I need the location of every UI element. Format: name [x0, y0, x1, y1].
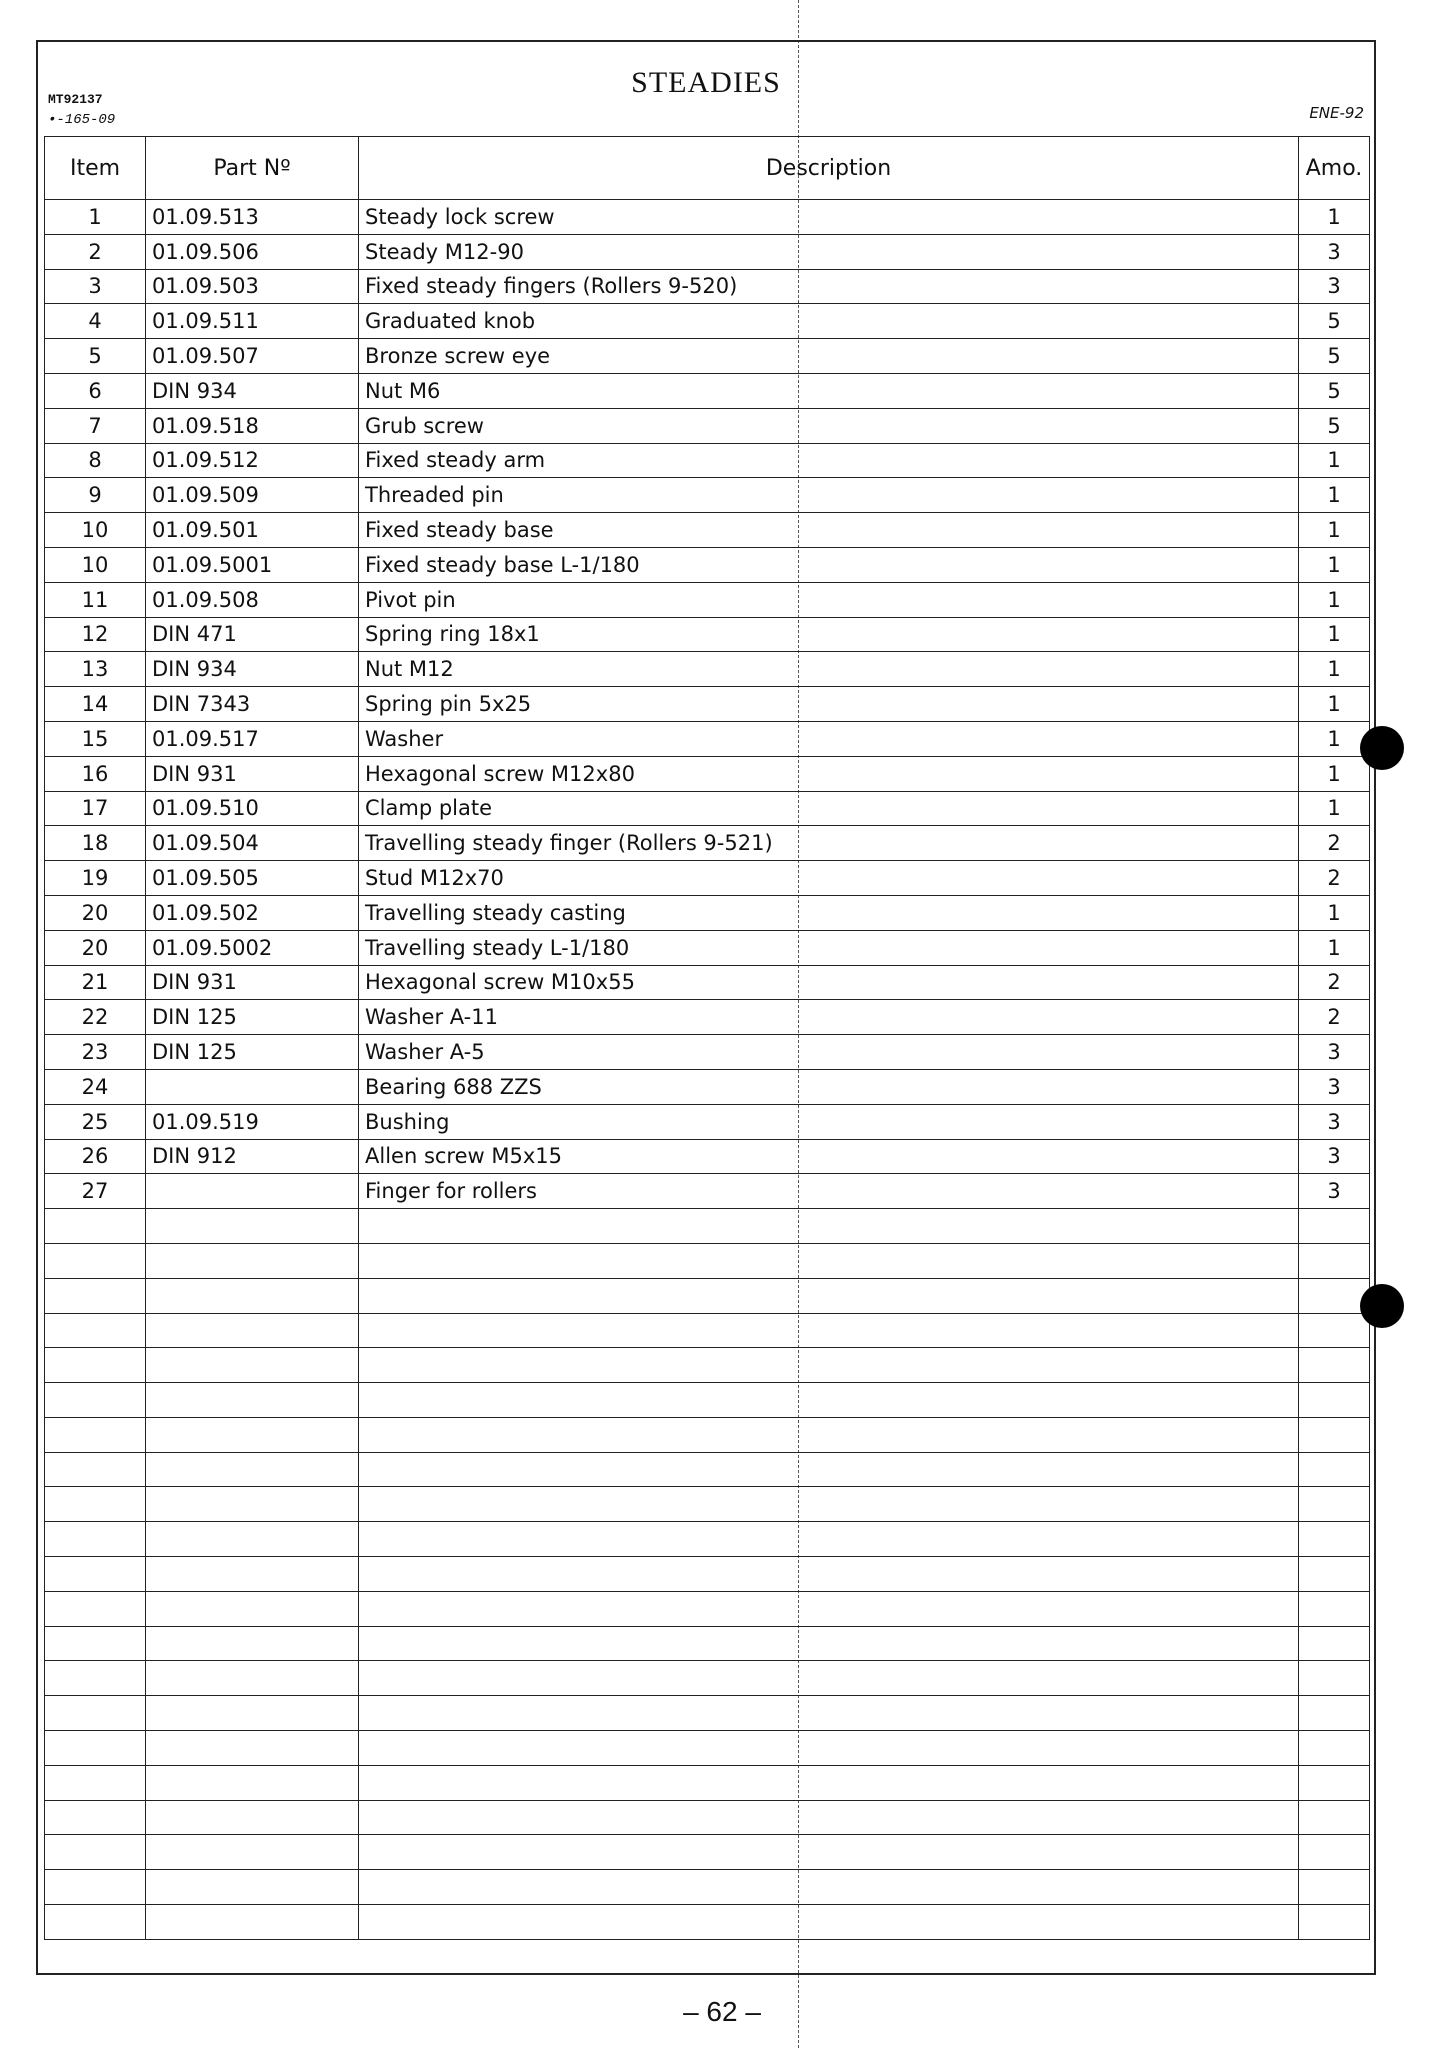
blank-row: [45, 1626, 1370, 1661]
blank-cell-part: [146, 1243, 359, 1278]
cell-part: 01.09.517: [146, 721, 359, 756]
blank-cell-item: [45, 1383, 146, 1418]
cell-amount: 1: [1299, 582, 1370, 617]
cell-part: DIN 125: [146, 1000, 359, 1035]
cell-item: 14: [45, 687, 146, 722]
cell-description: Steady M12-90: [359, 234, 1299, 269]
blank-cell-part: [146, 1313, 359, 1348]
blank-cell-description: [359, 1209, 1299, 1244]
blank-cell-amount: [1299, 1417, 1370, 1452]
blank-row: [45, 1800, 1370, 1835]
cell-item: 5: [45, 339, 146, 374]
cell-part: 01.09.510: [146, 791, 359, 826]
cell-part: 01.09.505: [146, 861, 359, 896]
blank-cell-amount: [1299, 1487, 1370, 1522]
blank-row: [45, 1591, 1370, 1626]
cell-part: 01.09.501: [146, 513, 359, 548]
cell-amount: 3: [1299, 1104, 1370, 1139]
blank-row: [45, 1731, 1370, 1766]
parts-table: [44, 136, 1370, 1940]
blank-cell-description: [359, 1313, 1299, 1348]
cell-description: Travelling steady casting: [359, 895, 1299, 930]
cell-item: 10: [45, 547, 146, 582]
table-row: [45, 652, 1370, 687]
cell-description: Bronze screw eye: [359, 339, 1299, 374]
blank-cell-item: [45, 1731, 146, 1766]
blank-cell-part: [146, 1557, 359, 1592]
cell-part: 01.09.511: [146, 304, 359, 339]
blank-cell-description: [359, 1487, 1299, 1522]
blank-cell-amount: [1299, 1696, 1370, 1731]
cell-item: 1: [45, 200, 146, 235]
column-header-description: Description: [359, 137, 1299, 200]
cell-item: 6: [45, 373, 146, 408]
blank-cell-part: [146, 1591, 359, 1626]
column-header-part: Part Nº: [146, 137, 359, 200]
blank-cell-part: [146, 1209, 359, 1244]
cell-description: Finger for rollers: [359, 1174, 1299, 1209]
cell-item: 21: [45, 965, 146, 1000]
page-number: – 62 –: [683, 1996, 761, 2027]
date-reference: ENE-92: [1309, 104, 1364, 122]
blank-cell-amount: [1299, 1452, 1370, 1487]
blank-row: [45, 1243, 1370, 1278]
cell-amount: 1: [1299, 547, 1370, 582]
cell-item: 8: [45, 443, 146, 478]
cell-description: Grub screw: [359, 408, 1299, 443]
blank-cell-part: [146, 1765, 359, 1800]
punch-hole-lower: [1360, 1284, 1404, 1328]
blank-cell-amount: [1299, 1313, 1370, 1348]
blank-cell-description: [359, 1696, 1299, 1731]
column-header-amount: Amo.: [1299, 137, 1370, 200]
cell-amount: 1: [1299, 652, 1370, 687]
cell-description: Spring pin 5x25: [359, 687, 1299, 722]
cell-amount: 1: [1299, 617, 1370, 652]
cell-description: Fixed steady base L-1/180: [359, 547, 1299, 582]
blank-cell-item: [45, 1487, 146, 1522]
blank-cell-part: [146, 1661, 359, 1696]
blank-cell-description: [359, 1661, 1299, 1696]
blank-row: [45, 1209, 1370, 1244]
blank-cell-part: [146, 1417, 359, 1452]
blank-cell-description: [359, 1870, 1299, 1905]
cell-part: 01.09.512: [146, 443, 359, 478]
table-row: [45, 721, 1370, 756]
blank-cell-item: [45, 1591, 146, 1626]
cell-description: Washer A-11: [359, 1000, 1299, 1035]
cell-description: Travelling steady L-1/180: [359, 930, 1299, 965]
table-header-row: [45, 137, 1370, 200]
table-row: [45, 1035, 1370, 1070]
cell-amount: 1: [1299, 687, 1370, 722]
blank-row: [45, 1696, 1370, 1731]
blank-row: [45, 1557, 1370, 1592]
cell-part: [146, 1069, 359, 1104]
cell-description: Steady lock screw: [359, 200, 1299, 235]
table-row: [45, 895, 1370, 930]
cell-description: Nut M12: [359, 652, 1299, 687]
table-row: [45, 1104, 1370, 1139]
cell-amount: 3: [1299, 1035, 1370, 1070]
blank-cell-part: [146, 1835, 359, 1870]
cell-description: Nut M6: [359, 373, 1299, 408]
cell-description: Graduated knob: [359, 304, 1299, 339]
cell-part: DIN 934: [146, 652, 359, 687]
cell-description: Travelling steady finger (Rollers 9-521): [359, 826, 1299, 861]
cell-amount: 5: [1299, 339, 1370, 374]
blank-cell-description: [359, 1417, 1299, 1452]
blank-cell-amount: [1299, 1800, 1370, 1835]
blank-cell-item: [45, 1870, 146, 1905]
blank-cell-item: [45, 1452, 146, 1487]
blank-cell-description: [359, 1905, 1299, 1940]
cell-description: Fixed steady fingers (Rollers 9-520): [359, 269, 1299, 304]
table-row: [45, 930, 1370, 965]
blank-cell-item: [45, 1800, 146, 1835]
blank-cell-part: [146, 1905, 359, 1940]
table-row: [45, 478, 1370, 513]
cell-description: Fixed steady arm: [359, 443, 1299, 478]
cell-amount: 1: [1299, 513, 1370, 548]
blank-cell-description: [359, 1765, 1299, 1800]
cell-amount: 1: [1299, 443, 1370, 478]
blank-cell-amount: [1299, 1626, 1370, 1661]
cell-part: DIN 931: [146, 756, 359, 791]
blank-cell-amount: [1299, 1661, 1370, 1696]
blank-cell-description: [359, 1243, 1299, 1278]
document-code: MT92137: [48, 92, 103, 107]
cell-item: 19: [45, 861, 146, 896]
cell-part: 01.09.502: [146, 895, 359, 930]
cell-item: 9: [45, 478, 146, 513]
table-row: [45, 1139, 1370, 1174]
table-row: [45, 234, 1370, 269]
blank-cell-item: [45, 1557, 146, 1592]
cell-part: 01.09.506: [146, 234, 359, 269]
blank-cell-item: [45, 1243, 146, 1278]
cell-description: Washer: [359, 721, 1299, 756]
cell-part: 01.09.509: [146, 478, 359, 513]
cell-part: DIN 7343: [146, 687, 359, 722]
cell-description: Hexagonal screw M12x80: [359, 756, 1299, 791]
blank-cell-description: [359, 1522, 1299, 1557]
blank-cell-part: [146, 1487, 359, 1522]
table-row: [45, 408, 1370, 443]
cell-amount: 3: [1299, 234, 1370, 269]
cell-item: 4: [45, 304, 146, 339]
table-row: [45, 304, 1370, 339]
cell-item: 16: [45, 756, 146, 791]
blank-cell-amount: [1299, 1870, 1370, 1905]
table-row: [45, 513, 1370, 548]
blank-cell-item: [45, 1348, 146, 1383]
cell-description: Hexagonal screw M10x55: [359, 965, 1299, 1000]
cell-item: 24: [45, 1069, 146, 1104]
cell-amount: 1: [1299, 895, 1370, 930]
blank-cell-part: [146, 1870, 359, 1905]
punch-hole-upper: [1360, 726, 1404, 770]
table-row: [45, 582, 1370, 617]
blank-cell-item: [45, 1626, 146, 1661]
table-row: [45, 687, 1370, 722]
blank-cell-description: [359, 1626, 1299, 1661]
cell-amount: 5: [1299, 373, 1370, 408]
cell-amount: 1: [1299, 478, 1370, 513]
cell-part: 01.09.503: [146, 269, 359, 304]
blank-cell-part: [146, 1626, 359, 1661]
cell-part: DIN 931: [146, 965, 359, 1000]
blank-cell-amount: [1299, 1765, 1370, 1800]
blank-cell-description: [359, 1278, 1299, 1313]
parts-sheet: [36, 40, 1376, 1975]
table-row: [45, 1174, 1370, 1209]
blank-cell-item: [45, 1522, 146, 1557]
blank-cell-description: [359, 1383, 1299, 1418]
cell-part: 01.09.518: [146, 408, 359, 443]
cell-item: 10: [45, 513, 146, 548]
cell-part: 01.09.504: [146, 826, 359, 861]
cell-item: 2: [45, 234, 146, 269]
cell-amount: 2: [1299, 1000, 1370, 1035]
blank-cell-amount: [1299, 1522, 1370, 1557]
cell-item: 12: [45, 617, 146, 652]
column-header-item: Item: [45, 137, 146, 200]
table-row: [45, 861, 1370, 896]
blank-row: [45, 1313, 1370, 1348]
cell-amount: 2: [1299, 861, 1370, 896]
cell-item: 7: [45, 408, 146, 443]
cell-item: 23: [45, 1035, 146, 1070]
cell-part: DIN 934: [146, 373, 359, 408]
cell-part: 01.09.519: [146, 1104, 359, 1139]
table-row: [45, 965, 1370, 1000]
cell-description: Washer A-5: [359, 1035, 1299, 1070]
cell-description: Allen screw M5x15: [359, 1139, 1299, 1174]
blank-row: [45, 1661, 1370, 1696]
cell-description: Clamp plate: [359, 791, 1299, 826]
table-body: [45, 200, 1370, 1940]
cell-item: 17: [45, 791, 146, 826]
blank-cell-description: [359, 1591, 1299, 1626]
blank-cell-item: [45, 1835, 146, 1870]
cell-amount: 3: [1299, 1069, 1370, 1104]
cell-item: 22: [45, 1000, 146, 1035]
blank-row: [45, 1905, 1370, 1940]
table-row: [45, 1000, 1370, 1035]
cell-description: Stud M12x70: [359, 861, 1299, 896]
table-row: [45, 443, 1370, 478]
blank-cell-description: [359, 1348, 1299, 1383]
cell-item: 11: [45, 582, 146, 617]
blank-row: [45, 1348, 1370, 1383]
blank-row: [45, 1870, 1370, 1905]
cell-amount: 3: [1299, 269, 1370, 304]
blank-cell-amount: [1299, 1348, 1370, 1383]
blank-cell-amount: [1299, 1591, 1370, 1626]
table-row: [45, 791, 1370, 826]
blank-row: [45, 1522, 1370, 1557]
table-row: [45, 547, 1370, 582]
cell-part: DIN 912: [146, 1139, 359, 1174]
cell-amount: 1: [1299, 930, 1370, 965]
blank-cell-item: [45, 1313, 146, 1348]
table-row: [45, 373, 1370, 408]
cell-item: 26: [45, 1139, 146, 1174]
cell-part: 01.09.5002: [146, 930, 359, 965]
cell-amount: 2: [1299, 826, 1370, 861]
cell-part: DIN 125: [146, 1035, 359, 1070]
blank-cell-amount: [1299, 1209, 1370, 1244]
cell-amount: 5: [1299, 408, 1370, 443]
cell-amount: 1: [1299, 756, 1370, 791]
blank-cell-part: [146, 1348, 359, 1383]
blank-row: [45, 1765, 1370, 1800]
table-row: [45, 617, 1370, 652]
cell-description: Bushing: [359, 1104, 1299, 1139]
cell-amount: 1: [1299, 200, 1370, 235]
sheet-code: •-165-09: [48, 112, 116, 128]
cell-item: 13: [45, 652, 146, 687]
blank-cell-amount: [1299, 1835, 1370, 1870]
cell-amount: 3: [1299, 1139, 1370, 1174]
cell-part: 01.09.507: [146, 339, 359, 374]
cell-item: 20: [45, 895, 146, 930]
blank-cell-item: [45, 1765, 146, 1800]
blank-cell-part: [146, 1383, 359, 1418]
blank-cell-amount: [1299, 1905, 1370, 1940]
blank-row: [45, 1383, 1370, 1418]
cell-item: 3: [45, 269, 146, 304]
page-title: STEADIES: [631, 66, 781, 99]
blank-cell-amount: [1299, 1278, 1370, 1313]
cell-part: 01.09.508: [146, 582, 359, 617]
table-row: [45, 269, 1370, 304]
blank-cell-part: [146, 1522, 359, 1557]
blank-cell-description: [359, 1557, 1299, 1592]
cell-part: 01.09.513: [146, 200, 359, 235]
blank-cell-description: [359, 1452, 1299, 1487]
cell-part: 01.09.5001: [146, 547, 359, 582]
blank-cell-item: [45, 1905, 146, 1940]
table-row: [45, 200, 1370, 235]
cell-description: Spring ring 18x1: [359, 617, 1299, 652]
blank-cell-description: [359, 1800, 1299, 1835]
blank-cell-description: [359, 1835, 1299, 1870]
blank-cell-item: [45, 1661, 146, 1696]
cell-amount: 1: [1299, 791, 1370, 826]
blank-row: [45, 1452, 1370, 1487]
blank-cell-part: [146, 1731, 359, 1766]
cell-amount: 1: [1299, 721, 1370, 756]
blank-cell-description: [359, 1731, 1299, 1766]
blank-cell-part: [146, 1278, 359, 1313]
blank-row: [45, 1835, 1370, 1870]
blank-cell-item: [45, 1417, 146, 1452]
table-row: [45, 339, 1370, 374]
blank-cell-amount: [1299, 1557, 1370, 1592]
table-row: [45, 1069, 1370, 1104]
blank-cell-part: [146, 1696, 359, 1731]
table-row: [45, 756, 1370, 791]
cell-item: 20: [45, 930, 146, 965]
cell-amount: 3: [1299, 1174, 1370, 1209]
cell-item: 25: [45, 1104, 146, 1139]
blank-row: [45, 1417, 1370, 1452]
blank-cell-item: [45, 1209, 146, 1244]
cell-part: [146, 1174, 359, 1209]
cell-amount: 2: [1299, 965, 1370, 1000]
blank-cell-amount: [1299, 1383, 1370, 1418]
blank-cell-item: [45, 1696, 146, 1731]
blank-row: [45, 1487, 1370, 1522]
cell-description: Threaded pin: [359, 478, 1299, 513]
blank-cell-part: [146, 1800, 359, 1835]
cell-item: 18: [45, 826, 146, 861]
cell-part: DIN 471: [146, 617, 359, 652]
blank-cell-part: [146, 1452, 359, 1487]
cell-amount: 5: [1299, 304, 1370, 339]
blank-row: [45, 1278, 1370, 1313]
cell-item: 27: [45, 1174, 146, 1209]
cell-description: Pivot pin: [359, 582, 1299, 617]
table-row: [45, 826, 1370, 861]
cell-description: Bearing 688 ZZS: [359, 1069, 1299, 1104]
blank-cell-item: [45, 1278, 146, 1313]
blank-cell-amount: [1299, 1243, 1370, 1278]
blank-cell-amount: [1299, 1731, 1370, 1766]
cell-item: 15: [45, 721, 146, 756]
cell-description: Fixed steady base: [359, 513, 1299, 548]
